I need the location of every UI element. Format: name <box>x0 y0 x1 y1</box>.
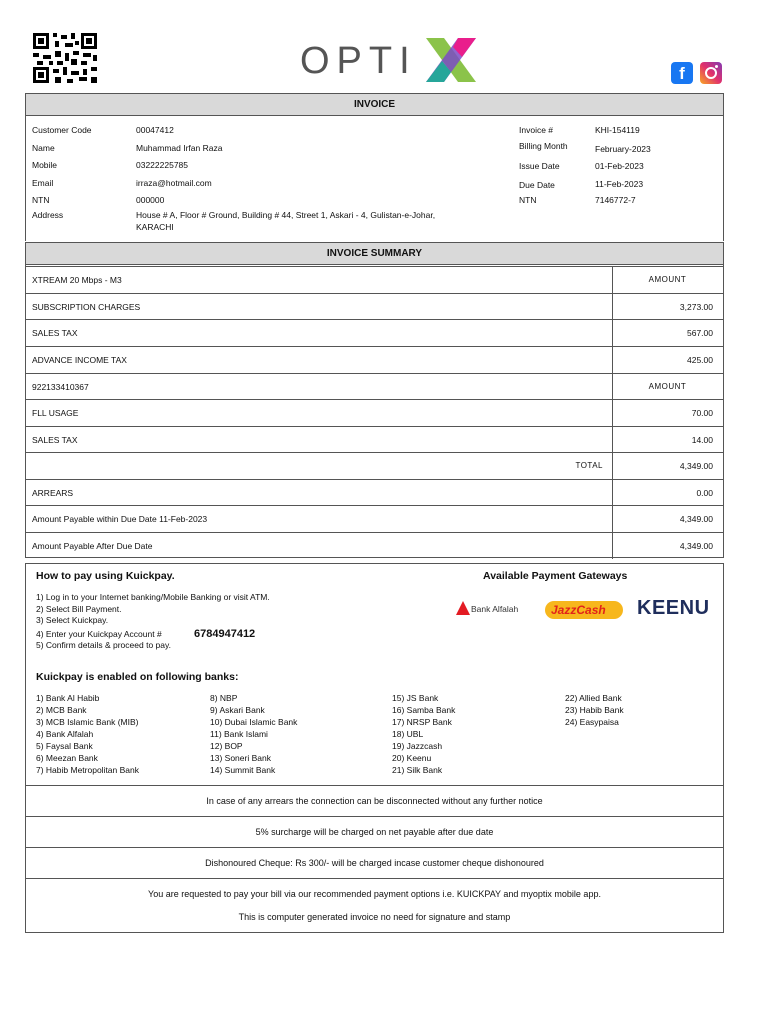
alfalah-icon <box>456 601 470 615</box>
customer-code-label: Customer Code <box>32 125 92 135</box>
gateways-title: Available Payment Gateways <box>483 570 628 582</box>
kuickpay-account-number: 6784947412 <box>194 628 256 640</box>
row-amount: 70.00 <box>691 408 713 418</box>
table-row <box>26 479 723 506</box>
qr-code-icon <box>33 33 97 83</box>
bank-item: 6) Meezan Bank <box>36 753 98 763</box>
name-label: Name <box>32 143 55 153</box>
issue-date-value: 01-Feb-2023 <box>595 161 644 171</box>
row-label: Amount Payable After Due Date <box>32 541 153 551</box>
pay-step: 1) Log in to your Internet banking/Mobile Banking or visit ATM. <box>36 592 270 602</box>
amount-header: AMOUNT <box>648 275 687 284</box>
mobile-label: Mobile <box>32 160 58 170</box>
total-label: TOTAL <box>575 461 603 470</box>
bank-item: 4) Bank Alfalah <box>36 729 94 739</box>
facebook-icon[interactable]: f <box>671 62 693 84</box>
bank-item: 18) UBL <box>392 729 424 739</box>
bank-item: 15) JS Bank <box>392 693 439 703</box>
row-amount: 14.00 <box>691 435 713 445</box>
row-amount: 0.00 <box>696 488 713 498</box>
row-label: Amount Payable within Due Date 11-Feb-2023 <box>32 514 208 524</box>
total-amount: 4,349.00 <box>679 461 713 471</box>
cheque-notice: Dishonoured Cheque: Rs 300/- will be charged incase customer cheque dishonoured <box>25 847 724 879</box>
table-row <box>26 266 723 293</box>
issue-date-label: Issue Date <box>519 161 560 171</box>
billing-month-value: February-2023 <box>595 144 651 154</box>
row-label: 922133410367 <box>32 382 89 392</box>
address-city: KARACHI <box>136 222 174 232</box>
bank-item: 24) Easypaisa <box>565 717 619 727</box>
bank-item: 14) Summit Bank <box>210 765 276 775</box>
row-label: ADVANCE INCOME TAX <box>32 355 127 365</box>
summary-title: INVOICE SUMMARY <box>26 243 723 265</box>
bank-item: 20) Keenu <box>392 753 432 763</box>
table-row <box>26 346 723 373</box>
bank-alfalah-logo <box>456 600 536 618</box>
due-date-value: 11-Feb-2023 <box>595 179 644 189</box>
ntn-value: 000000 <box>136 195 165 205</box>
due-date-label: Due Date <box>519 180 555 190</box>
pay-step: 3) Select Kuickpay. <box>36 615 109 625</box>
email-value: irraza@hotmail.com <box>136 178 212 188</box>
table-row <box>26 373 723 400</box>
payment-section <box>25 563 724 786</box>
invoice-number-value: KHI-154119 <box>595 125 640 135</box>
bank-item: 1) Bank Al Habib <box>36 693 100 703</box>
address-value: House # A, Floor # Ground, Building # 44, Street 1, Askari - 4, Gulistan-e-Johar, <box>136 210 436 220</box>
kuickpay-title: How to pay using Kuickpay. <box>36 570 175 582</box>
table-row <box>26 399 723 426</box>
jazzcash-logo <box>545 599 623 621</box>
right-ntn-value: 7146772-7 <box>595 195 636 205</box>
table-row <box>26 426 723 453</box>
row-label: ARREARS <box>32 488 74 498</box>
bank-item: 17) NRSP Bank <box>392 717 452 727</box>
brand-logo-text: OPTI <box>300 40 417 82</box>
total-row <box>26 452 723 479</box>
invoice-summary-section <box>25 242 724 558</box>
table-row <box>26 319 723 346</box>
name-value: Muhammad Irfan Raza <box>136 143 223 153</box>
bank-item: 23) Habib Bank <box>565 705 624 715</box>
row-amount: 3,273.00 <box>679 302 713 312</box>
invoice-number-label: Invoice # <box>519 125 554 135</box>
recommend-text: You are requested to pay your bill via our recommended payment options i.e. KUICKPAY and myoptix mobile app. <box>148 889 601 899</box>
bank-item: 22) Allied Bank <box>565 693 622 703</box>
row-label: SALES TAX <box>32 328 78 338</box>
row-amount: 567.00 <box>687 328 713 338</box>
table-row <box>26 532 723 559</box>
bank-item: 13) Soneri Bank <box>210 753 271 763</box>
email-label: Email <box>32 178 54 188</box>
surcharge-notice: 5% surcharge will be charged on net payable after due date <box>25 816 724 848</box>
keenu-logo: KEENU <box>637 597 710 619</box>
row-label: FLL USAGE <box>32 408 79 418</box>
bank-item: 16) Samba Bank <box>392 705 456 715</box>
billing-month-label: Billing Month <box>519 141 568 151</box>
address-label: Address <box>32 210 64 220</box>
bank-item: 19) Jazzcash <box>392 741 443 751</box>
bank-item: 11) Bank Islami <box>210 729 268 739</box>
bank-item: 12) BOP <box>210 741 243 751</box>
bank-item: 9) Askari Bank <box>210 705 265 715</box>
footer-notice <box>25 878 724 933</box>
brand-logo-x-icon <box>422 34 480 86</box>
row-label: XTREAM 20 Mbps - M3 <box>32 275 122 285</box>
pay-step: 2) Select Bill Payment. <box>36 604 122 614</box>
invoice-title: INVOICE <box>26 94 723 116</box>
table-row <box>26 293 723 320</box>
customer-code-value: 00047412 <box>136 125 174 135</box>
mobile-value: 03222225785 <box>136 160 189 170</box>
invoice-info-section <box>25 93 724 241</box>
bank-item: 10) Dubai Islamic Bank <box>210 717 298 727</box>
row-label: SUBSCRIPTION CHARGES <box>32 302 141 312</box>
row-label: SALES TAX <box>32 435 78 445</box>
table-row <box>26 505 723 532</box>
banks-title: Kuickpay is enabled on following banks: <box>36 671 239 683</box>
bank-item: 5) Faysal Bank <box>36 741 93 751</box>
row-amount: 425.00 <box>687 355 713 365</box>
pay-step: 5) Confirm details & proceed to pay. <box>36 640 171 650</box>
pay-step: 4) Enter your Kuickpay Account # <box>36 629 162 639</box>
bank-item: 8) NBP <box>210 693 238 703</box>
amount-header: AMOUNT <box>648 382 687 391</box>
bank-item: 2) MCB Bank <box>36 705 87 715</box>
alfalah-label: Bank Alfalah <box>471 604 519 614</box>
bank-item: 21) Silk Bank <box>392 765 443 775</box>
row-amount: 4,349.00 <box>679 541 713 551</box>
arrears-notice: In case of any arrears the connection can be disconnected without any further notice <box>25 785 724 817</box>
generated-text: This is computer generated invoice no need for signature and stamp <box>238 912 511 922</box>
right-ntn-label: NTN <box>519 195 537 205</box>
bank-item: 7) Habib Metropolitan Bank <box>36 765 140 775</box>
row-amount: 4,349.00 <box>679 514 713 524</box>
ntn-label: NTN <box>32 195 50 205</box>
bank-item: 3) MCB Islamic Bank (MIB) <box>36 717 139 727</box>
jazzcash-label: JazzCash <box>551 603 606 617</box>
instagram-icon[interactable] <box>700 62 722 84</box>
